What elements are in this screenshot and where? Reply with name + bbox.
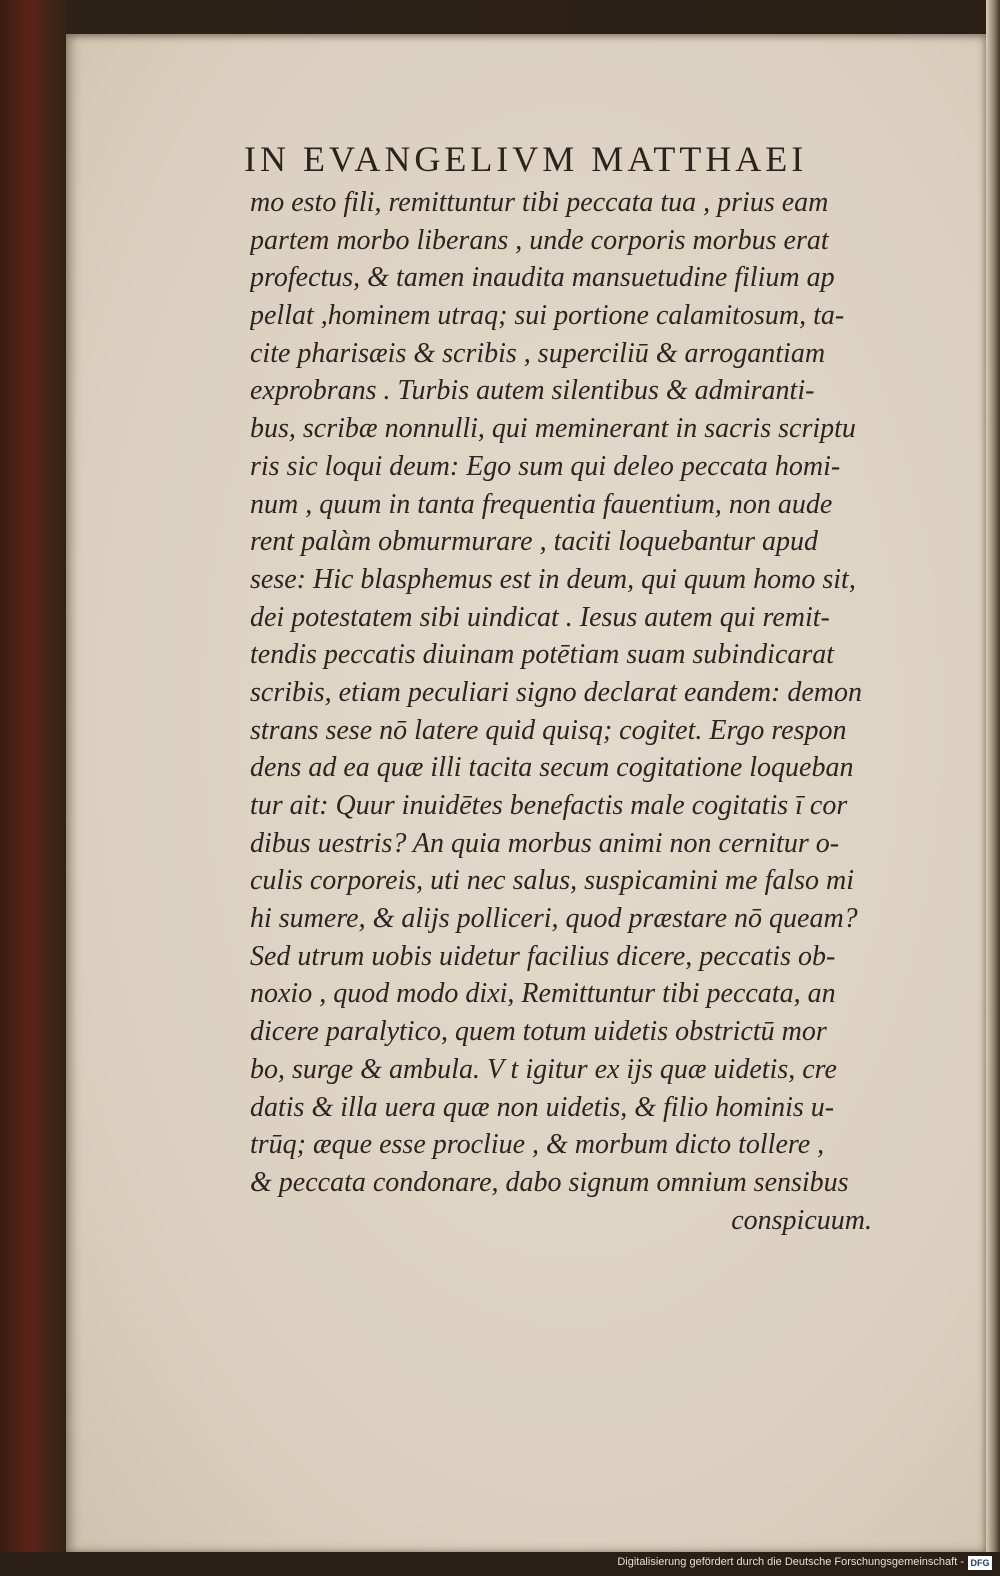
text-line: hi sumere, & alijs polliceri, quod præstare nō queam?: [250, 903, 858, 935]
text-line: num , quum in tanta frequentia fauentium, non aude: [250, 488, 833, 520]
text-line: pellat ,hominem utraq; sui portione calamitosum, ta-: [250, 300, 845, 332]
text-line: culis corporeis, uti nec salus, suspicamini me falso mi: [250, 865, 855, 897]
text-line: Sed utrum uobis uidetur facilius dicere, peccatis ob-: [250, 940, 836, 972]
page-edge: [986, 0, 1000, 1576]
text-line: profectus, & tamen inaudita mansuetudine filium ap: [250, 262, 835, 294]
text-line: trūq; æque esse procliue , & morbum dicto tollere ,: [250, 1129, 825, 1161]
text-line: & peccata condonare, dabo signum omnium sensibus: [250, 1166, 849, 1198]
text-line: tendis peccatis diuinam potētiam suam subindicarat: [250, 639, 835, 671]
text-line: tur ait: Quur inuidētes benefactis male cogitatis ī cor: [250, 790, 848, 821]
text-line: scribis, etiam peculiari signo declarat eandem: demon: [250, 676, 863, 708]
text-line: dibus uestris? An quia morbus animi non cernitur o-: [250, 827, 840, 859]
text-line: dens ad ea quæ illi tacita secum cogitatione loqueban: [250, 752, 854, 784]
text-line: bo, surge & ambula. V t igitur ex ijs quæ uidetis, cre: [250, 1053, 837, 1085]
running-header: IN EVANGELIVM MATTHAEI: [244, 139, 808, 179]
text-line: cite pharisæis & scribis , superciliū & arrogantiam: [250, 337, 826, 369]
text-line: dicere paralytico, quem totum uidetis obstrictū mor: [250, 1016, 827, 1048]
text-line: partem morbo liberans , unde corporis morbus erat: [250, 224, 829, 256]
text-line: sese: Hic blasphemus est in deum, qui quum homo sit,: [250, 563, 856, 595]
text-line: mo esto fili, remittuntur tibi peccata tua , prius eam: [250, 187, 829, 218]
text-line: exprobrans . Turbis autem silentibus & admiranti-: [250, 375, 815, 407]
text-line: datis & illa uera quæ non uidetis, & filio hominis u-: [250, 1091, 835, 1123]
text-line: dei potestatem sibi uindicat . Iesus autem qui remit-: [250, 601, 830, 633]
catchword: conspicuum.: [731, 1204, 872, 1236]
text-line: bus, scribæ nonnulli, qui meminerant in sacris scriptu: [250, 413, 856, 445]
dfg-logo: DFG: [968, 1556, 992, 1570]
text-line: strans sese nō latere quid quisq; cogitet. Ergo respon: [250, 714, 847, 746]
footer-credit: Digitalisierung gefördert durch die Deutsche Forschungsgemeinschaft -: [617, 1556, 964, 1568]
text-line: noxio , quod modo dixi, Remittuntur tibi peccata, an: [250, 978, 836, 1010]
body-text: [250, 184, 890, 1239]
text-line: rent palàm obmurmurare , taciti loquebantur apud: [250, 526, 819, 558]
text-line: ris sic loqui deum: Ego sum qui deleo peccata homi-: [250, 450, 841, 482]
